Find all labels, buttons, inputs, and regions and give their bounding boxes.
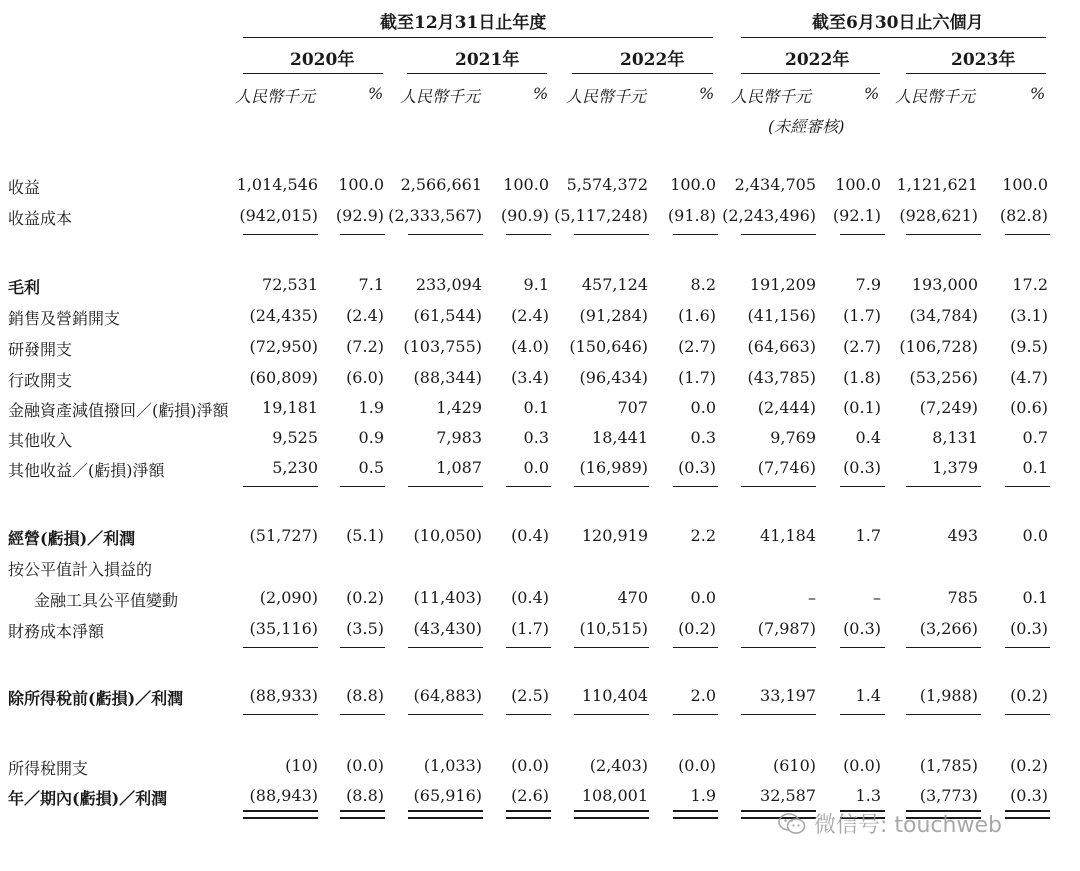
- unaudited-note: (未經審核): [768, 117, 845, 136]
- cell-amount: (10): [285, 756, 318, 775]
- cell-amount: 191,209: [749, 275, 816, 294]
- subtotal-rule: [840, 647, 885, 648]
- cell-percent: (0.3): [678, 458, 716, 477]
- unit-pct: %: [368, 84, 384, 103]
- cell-percent: (0.4): [511, 588, 549, 607]
- total-double-rule: [673, 810, 718, 819]
- cell-percent: (5.1): [346, 526, 384, 545]
- year-2022: 2022年: [620, 50, 685, 70]
- cell-percent: (2.7): [843, 337, 881, 356]
- cell-percent: (0.2): [346, 588, 384, 607]
- cell-amount: 1,121,621: [896, 175, 978, 194]
- cell-amount: (88,943): [249, 786, 318, 805]
- subtotal-rule: [673, 486, 718, 487]
- year-rule-2020: [243, 73, 383, 74]
- cell-amount: (7,987): [757, 619, 816, 638]
- cell-amount: (96,434): [579, 368, 648, 387]
- cell-percent: (0.3): [843, 458, 881, 477]
- cell-percent: 0.1: [1022, 588, 1048, 607]
- cell-percent: (0.0): [346, 756, 384, 775]
- cell-amount: (610): [772, 756, 816, 775]
- subtotal-rule: [574, 234, 649, 235]
- row-label: 研發開支: [8, 340, 73, 359]
- subtotal-rule: [840, 234, 885, 235]
- cell-percent: 0.5: [358, 458, 384, 477]
- cell-amount: (150,646): [569, 337, 648, 356]
- cell-amount: (942,015): [239, 206, 318, 225]
- cell-amount: 785: [947, 588, 978, 607]
- cell-amount: (88,344): [413, 368, 482, 387]
- total-double-rule: [243, 810, 318, 819]
- cell-percent: (91.8): [667, 206, 716, 225]
- cell-percent: 0.0: [523, 458, 549, 477]
- subtotal-rule: [408, 234, 483, 235]
- subtotal-rule: [340, 647, 385, 648]
- unit-pct: %: [533, 84, 549, 103]
- subtotal-rule: [408, 486, 483, 487]
- unit-rmb: 人民幣千元: [566, 87, 647, 106]
- cell-percent: (2.4): [346, 306, 384, 325]
- row-label: 行政開支: [8, 371, 73, 390]
- total-double-rule: [340, 810, 385, 819]
- cell-percent: 0.3: [523, 428, 549, 447]
- cell-percent: (3.4): [511, 368, 549, 387]
- cell-percent: 0.0: [690, 398, 716, 417]
- cell-percent: 0.0: [1022, 526, 1048, 545]
- unit-rmb: 人民幣千元: [895, 87, 976, 106]
- cell-percent: (8.8): [346, 686, 384, 705]
- cell-percent: (0.2): [678, 619, 716, 638]
- wechat-icon: [778, 813, 806, 835]
- cell-percent: 1.3: [855, 786, 881, 805]
- row-label: 金融資產減值撥回／(虧損)淨額: [8, 401, 229, 420]
- year-rule-2021: [407, 73, 547, 74]
- subtotal-rule: [673, 714, 718, 715]
- cell-percent: 0.9: [358, 428, 384, 447]
- cell-amount: (24,435): [249, 306, 318, 325]
- subtotal-rule: [840, 714, 885, 715]
- year-2023-half: 2023年: [951, 50, 1016, 70]
- cell-amount: 108,001: [581, 786, 648, 805]
- cell-amount: 110,404: [581, 686, 648, 705]
- total-double-rule: [408, 810, 483, 819]
- subtotal-rule: [840, 486, 885, 487]
- cell-percent: (92.9): [335, 206, 384, 225]
- cell-amount: 9,769: [770, 428, 816, 447]
- cell-amount: (61,544): [413, 306, 482, 325]
- cell-percent: (2.4): [511, 306, 549, 325]
- year-2021: 2021年: [455, 50, 520, 70]
- cell-percent: (0.0): [678, 756, 716, 775]
- cell-amount: (43,430): [413, 619, 482, 638]
- cell-percent: 100.0: [670, 175, 716, 194]
- watermark: [778, 808, 1002, 839]
- cell-percent: 1.9: [358, 398, 384, 417]
- subtotal-rule: [506, 647, 551, 648]
- cell-percent: (1.7): [511, 619, 549, 638]
- subtotal-rule: [506, 714, 551, 715]
- cell-amount: (64,663): [747, 337, 816, 356]
- cell-amount: (2,444): [757, 398, 816, 417]
- cell-percent: (4.0): [511, 337, 549, 356]
- cell-amount: (2,090): [259, 588, 318, 607]
- row-label: 年／期內(虧損)／利潤: [8, 789, 168, 808]
- cell-amount: (51,727): [249, 526, 318, 545]
- subtotal-rule: [574, 486, 649, 487]
- row-label: 收益: [8, 178, 41, 197]
- header-half-year: 截至6月30日止六個月: [812, 13, 984, 33]
- subtotal-rule: [741, 486, 816, 487]
- cell-percent: (1.7): [678, 368, 716, 387]
- cell-amount: (3,773): [919, 786, 978, 805]
- cell-percent: (0.3): [843, 619, 881, 638]
- unit-rmb: 人民幣千元: [731, 87, 812, 106]
- subtotal-rule: [1005, 486, 1050, 487]
- unit-rmb: 人民幣千元: [400, 87, 481, 106]
- year-rule-2022: [572, 73, 713, 74]
- row-label: 除所得稅前(虧損)／利潤: [8, 689, 184, 708]
- cell-percent: (9.5): [1010, 337, 1048, 356]
- cell-percent: 100.0: [503, 175, 549, 194]
- cell-amount: 2,566,661: [400, 175, 482, 194]
- cell-amount: 493: [947, 526, 978, 545]
- cell-amount: 9,525: [272, 428, 318, 447]
- cell-amount: 41,184: [760, 526, 816, 545]
- cell-amount: (88,933): [249, 686, 318, 705]
- cell-amount: 72,531: [262, 275, 318, 294]
- unit-pct: %: [699, 84, 715, 103]
- cell-percent: (2.6): [511, 786, 549, 805]
- cell-amount: 707: [617, 398, 648, 417]
- subtotal-rule: [506, 234, 551, 235]
- row-label: 按公平值計入損益的: [8, 560, 153, 579]
- cell-amount: (43,785): [747, 368, 816, 387]
- cell-amount: (5,117,248): [554, 206, 648, 225]
- cell-percent: 0.7: [1022, 428, 1048, 447]
- cell-amount: (3,266): [919, 619, 978, 638]
- cell-percent: 100.0: [1002, 175, 1048, 194]
- cell-amount: (16,989): [579, 458, 648, 477]
- subtotal-rule: [243, 234, 318, 235]
- subtotal-rule: [408, 647, 483, 648]
- cell-percent: (2.7): [678, 337, 716, 356]
- cell-percent: (0.2): [1010, 686, 1048, 705]
- cell-percent: 0.1: [523, 398, 549, 417]
- header-annual-rule: [243, 37, 713, 38]
- cell-amount: (2,243,496): [722, 206, 816, 225]
- cell-percent: 9.1: [523, 275, 549, 294]
- cell-percent: (0.4): [511, 526, 549, 545]
- cell-percent: (0.0): [511, 756, 549, 775]
- subtotal-rule: [906, 234, 981, 235]
- cell-percent: 7.9: [855, 275, 881, 294]
- cell-amount: (65,916): [413, 786, 482, 805]
- cell-percent: (0.3): [1010, 619, 1048, 638]
- row-label: 經營(虧損)／利潤: [8, 529, 136, 548]
- cell-percent: 1.7: [855, 526, 881, 545]
- cell-percent: –: [873, 588, 881, 607]
- cell-percent: 0.4: [855, 428, 881, 447]
- cell-amount: (2,403): [589, 756, 648, 775]
- cell-amount: (1,033): [423, 756, 482, 775]
- cell-amount: (103,755): [403, 337, 482, 356]
- cell-percent: (3.5): [346, 619, 384, 638]
- row-label: 其他收入: [8, 431, 73, 450]
- cell-percent: (8.8): [346, 786, 384, 805]
- cell-percent: 8.2: [690, 275, 716, 294]
- cell-percent: (1.6): [678, 306, 716, 325]
- subtotal-rule: [506, 486, 551, 487]
- subtotal-rule: [741, 714, 816, 715]
- header-half-rule: [741, 37, 1046, 38]
- subtotal-rule: [906, 486, 981, 487]
- cell-percent: 100.0: [835, 175, 881, 194]
- cell-amount: (60,809): [249, 368, 318, 387]
- cell-percent: 1.4: [855, 686, 881, 705]
- subtotal-rule: [243, 486, 318, 487]
- cell-percent: (0.1): [843, 398, 881, 417]
- cell-amount: 120,919: [581, 526, 648, 545]
- cell-amount: 5,574,372: [566, 175, 648, 194]
- cell-amount: (1,988): [919, 686, 978, 705]
- cell-amount: (72,950): [249, 337, 318, 356]
- cell-amount: (7,746): [757, 458, 816, 477]
- row-label: 其他收益／(虧損)淨額: [8, 461, 165, 480]
- cell-amount: 32,587: [760, 786, 816, 805]
- total-double-rule: [506, 810, 551, 819]
- subtotal-rule: [741, 234, 816, 235]
- year-rule-2023-half: [906, 73, 1046, 74]
- subtotal-rule: [408, 714, 483, 715]
- cell-percent: 0.3: [690, 428, 716, 447]
- unit-pct: %: [1030, 84, 1046, 103]
- cell-percent: 0.1: [1022, 458, 1048, 477]
- cell-amount: 457,124: [581, 275, 648, 294]
- cell-percent: (4.7): [1010, 368, 1048, 387]
- cell-percent: (1.7): [843, 306, 881, 325]
- cell-percent: (3.1): [1010, 306, 1048, 325]
- total-double-rule: [1005, 810, 1050, 819]
- cell-amount: (64,883): [413, 686, 482, 705]
- unit-pct: %: [864, 84, 880, 103]
- subtotal-rule: [1005, 647, 1050, 648]
- cell-amount: (91,284): [579, 306, 648, 325]
- year-2022-half: 2022年: [785, 50, 850, 70]
- cell-percent: 7.1: [358, 275, 384, 294]
- cell-percent: (90.9): [500, 206, 549, 225]
- row-label: 銷售及營銷開支: [8, 309, 121, 328]
- cell-amount: (928,621): [899, 206, 978, 225]
- subtotal-rule: [673, 234, 718, 235]
- cell-percent: (1.8): [843, 368, 881, 387]
- cell-amount: 1,429: [436, 398, 482, 417]
- row-label: 收益成本: [8, 209, 73, 228]
- cell-amount: (53,256): [909, 368, 978, 387]
- subtotal-rule: [906, 714, 981, 715]
- subtotal-rule: [906, 647, 981, 648]
- cell-amount: (35,116): [249, 619, 318, 638]
- total-double-rule: [574, 810, 649, 819]
- cell-amount: (41,156): [747, 306, 816, 325]
- subtotal-rule: [340, 714, 385, 715]
- subtotal-rule: [243, 647, 318, 648]
- header-annual: 截至12月31日止年度: [380, 13, 547, 33]
- cell-amount: 5,230: [272, 458, 318, 477]
- year-rule-2022-half: [741, 73, 880, 74]
- cell-percent: (82.8): [999, 206, 1048, 225]
- cell-amount: (1,785): [919, 756, 978, 775]
- cell-percent: (7.2): [346, 337, 384, 356]
- subtotal-rule: [1005, 714, 1050, 715]
- cell-percent: (2.5): [511, 686, 549, 705]
- cell-percent: 17.2: [1012, 275, 1048, 294]
- cell-amount: –: [808, 588, 816, 607]
- row-label: 金融工具公平值變動: [34, 591, 179, 610]
- subtotal-rule: [340, 234, 385, 235]
- cell-percent: (0.0): [843, 756, 881, 775]
- year-2020: 2020年: [290, 50, 355, 70]
- cell-amount: (7,249): [919, 398, 978, 417]
- cell-amount: 233,094: [415, 275, 482, 294]
- cell-percent: 0.0: [690, 588, 716, 607]
- cell-percent: (92.1): [832, 206, 881, 225]
- cell-amount: 7,983: [436, 428, 482, 447]
- cell-amount: 470: [617, 588, 648, 607]
- cell-amount: (10,515): [579, 619, 648, 638]
- cell-amount: (106,728): [899, 337, 978, 356]
- cell-amount: 1,087: [436, 458, 482, 477]
- subtotal-rule: [574, 714, 649, 715]
- row-label: 財務成本淨額: [8, 622, 105, 641]
- subtotal-rule: [673, 647, 718, 648]
- cell-amount: (10,050): [413, 526, 482, 545]
- subtotal-rule: [741, 647, 816, 648]
- cell-amount: 1,014,546: [236, 175, 318, 194]
- cell-amount: 2,434,705: [734, 175, 816, 194]
- cell-percent: 2.0: [690, 686, 716, 705]
- cell-percent: 2.2: [690, 526, 716, 545]
- cell-amount: 18,441: [592, 428, 648, 447]
- cell-percent: (0.6): [1010, 398, 1048, 417]
- unit-rmb: 人民幣千元: [235, 87, 316, 106]
- subtotal-rule: [1005, 234, 1050, 235]
- cell-amount: (34,784): [909, 306, 978, 325]
- cell-amount: (11,403): [413, 588, 482, 607]
- cell-amount: 193,000: [911, 275, 978, 294]
- subtotal-rule: [574, 647, 649, 648]
- row-label: 毛利: [8, 278, 41, 297]
- subtotal-rule: [340, 486, 385, 487]
- cell-amount: (2,333,567): [388, 206, 482, 225]
- cell-percent: (0.3): [1010, 786, 1048, 805]
- cell-amount: 8,131: [932, 428, 978, 447]
- cell-amount: 1,379: [932, 458, 978, 477]
- cell-percent: (6.0): [346, 368, 384, 387]
- cell-percent: (0.2): [1010, 756, 1048, 775]
- watermark-text: 微信号: touchweb: [814, 813, 1002, 838]
- cell-percent: 100.0: [338, 175, 384, 194]
- row-label: 所得稅開支: [8, 759, 89, 778]
- cell-amount: 19,181: [262, 398, 318, 417]
- subtotal-rule: [243, 714, 318, 715]
- cell-amount: 33,197: [760, 686, 816, 705]
- cell-percent: 1.9: [690, 786, 716, 805]
